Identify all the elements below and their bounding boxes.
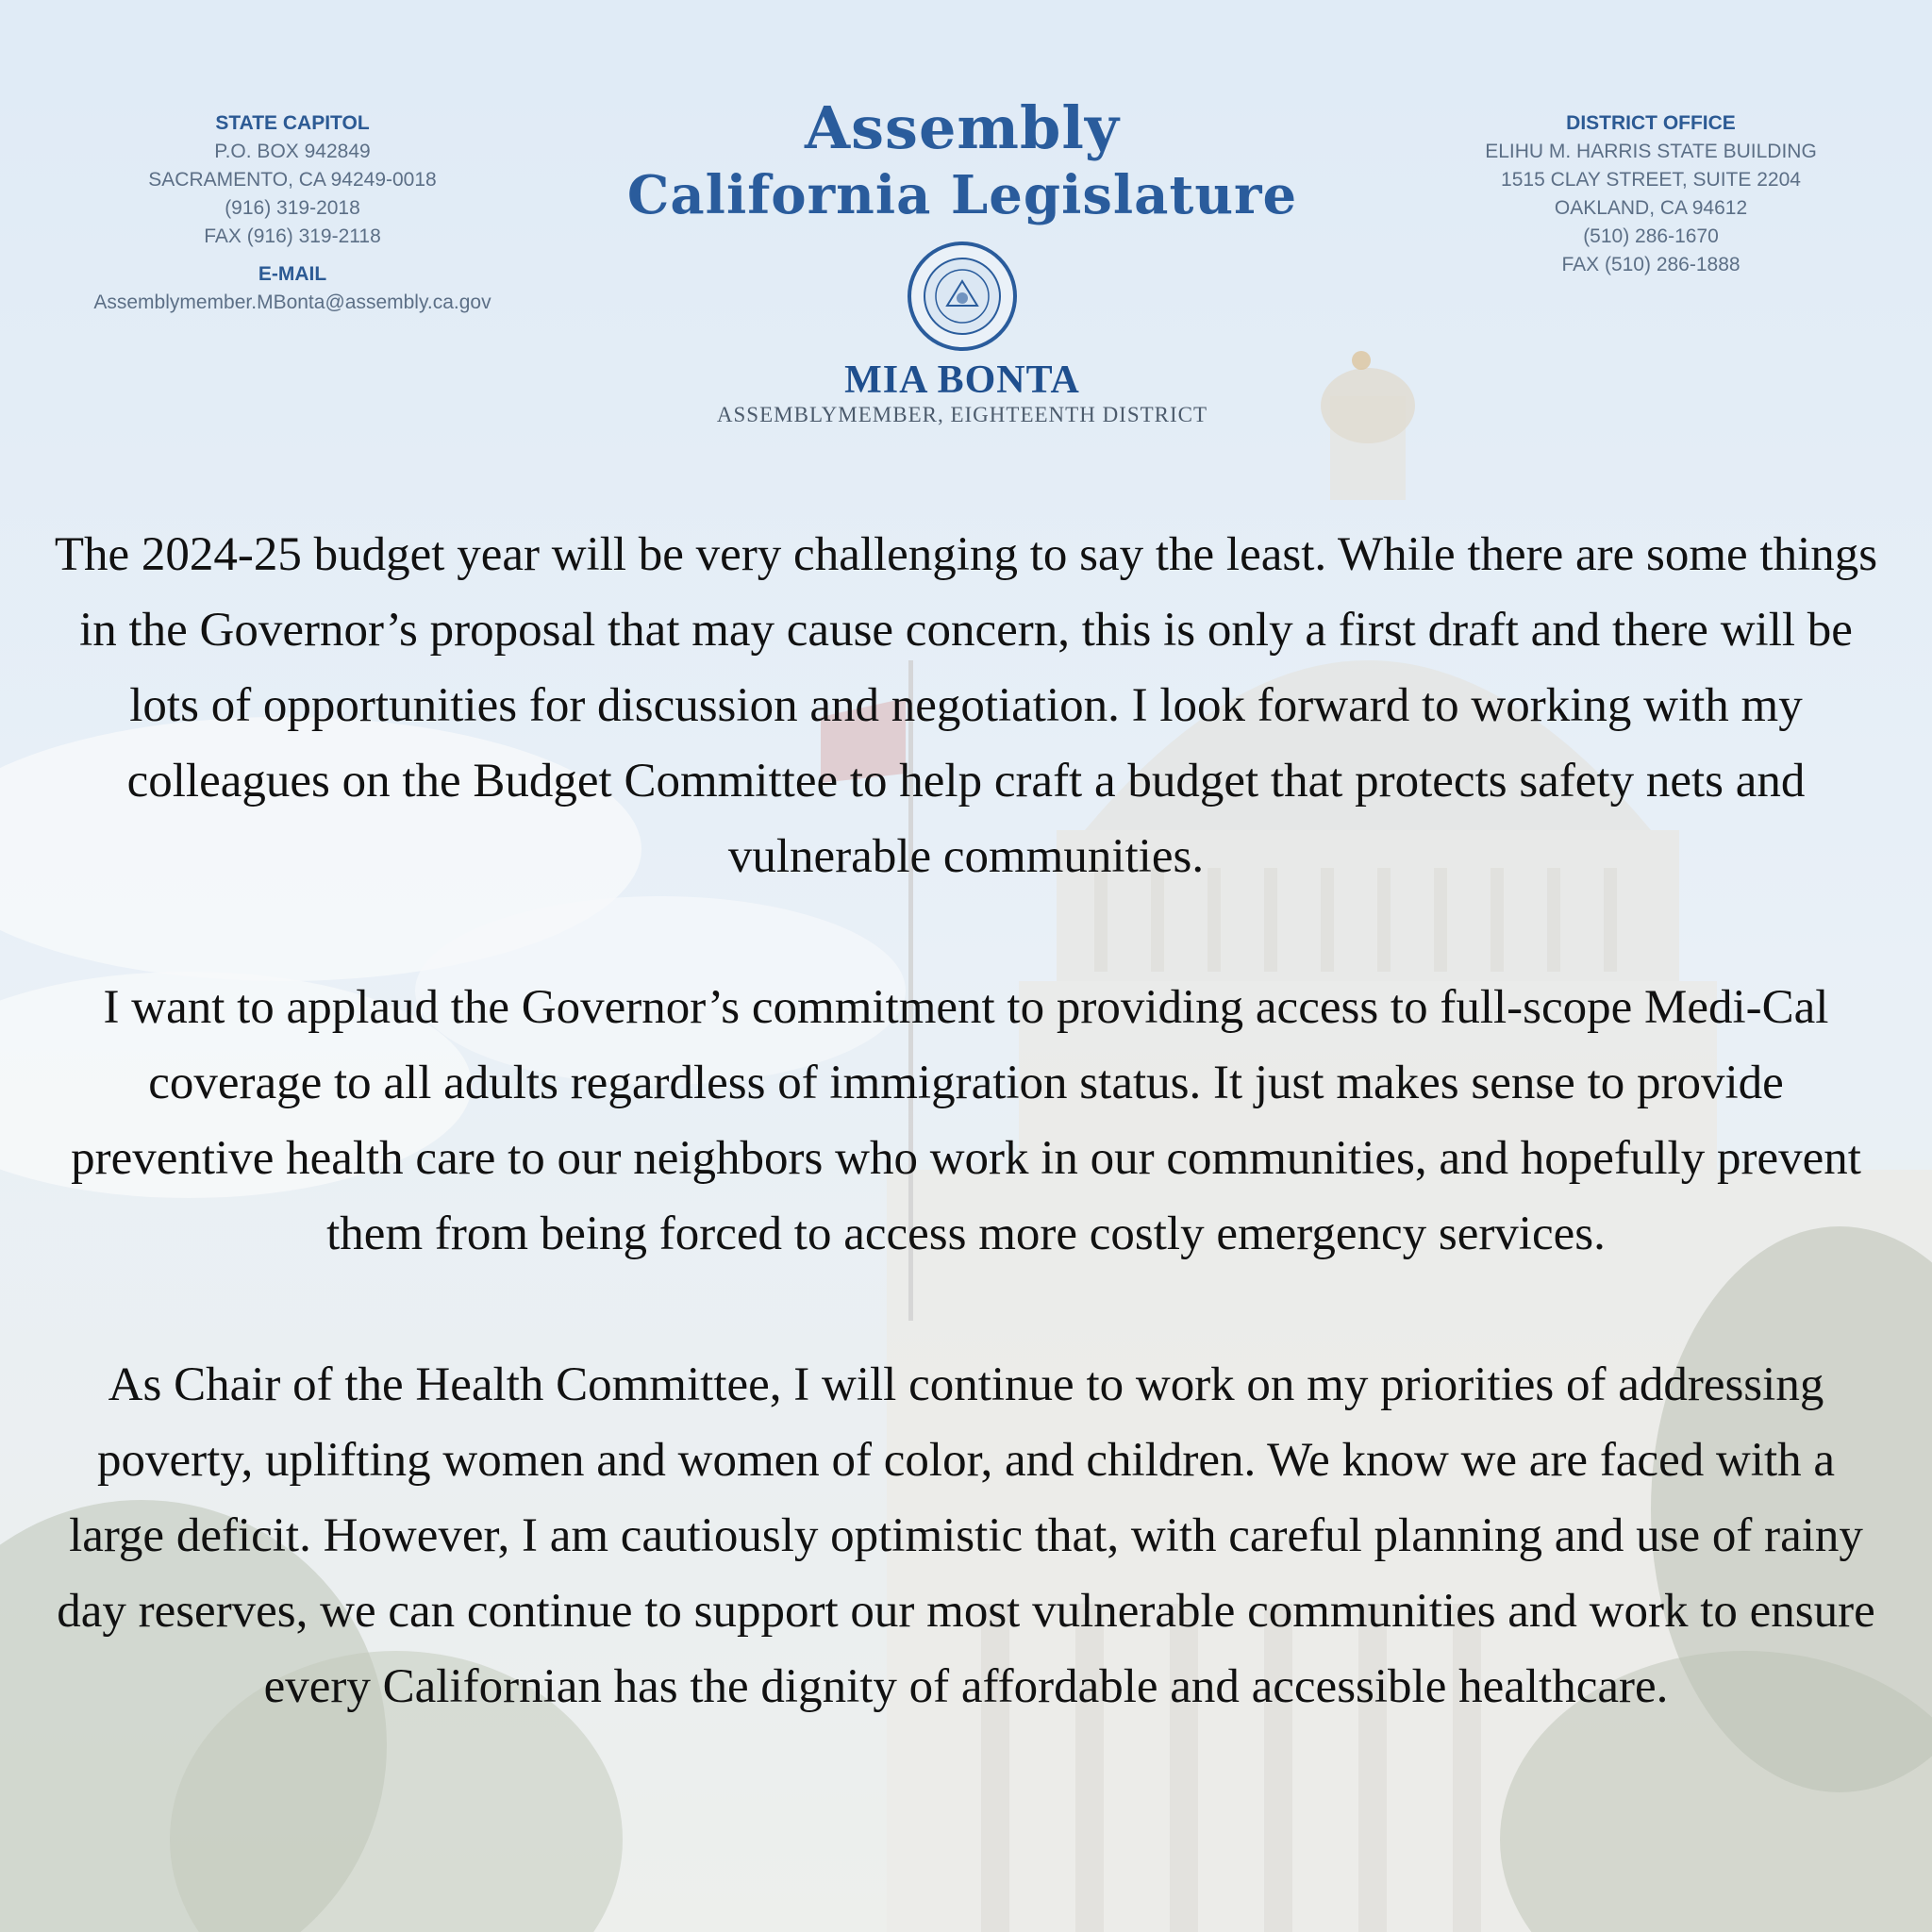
address-line: P.O. BOX 942849	[214, 141, 371, 162]
district-office-address	[1406, 109, 1896, 279]
paragraph-budget: The 2024-25 budget year will be very challenging to say the least. While there are some things in the Governor’s proposal that may cause concern, this is only a first draft and there will be lots of opportunities for discussion and negotiation. I look forward to working with my colleagues on the Budget Committee to help craft a budget that protects safety nets and vulnerable communities.	[54, 528, 1878, 883]
email-heading: E-MAIL	[258, 263, 327, 285]
district-office-heading: DISTRICT OFFICE	[1566, 112, 1736, 134]
member-title: ASSEMBLYMEMBER, EIGHTEENTH DISTRICT	[716, 403, 1208, 426]
address-line: SACRAMENTO, CA 94249-0018	[148, 169, 437, 191]
member-name: MIA BONTA	[844, 358, 1080, 402]
paragraph-health-committee: As Chair of the Health Committee, I will continue to work on my priorities of addressing poverty, uplifting women and women of color, and children. We know we are faced with a large deficit. However, I am cautiously optimistic that, with careful planning and use of rainy day reserves, we can continue to support our most vulnerable communities and work to ensure every Californian has the dignity of affordable and accessible healthcare.	[57, 1358, 1875, 1713]
assembly-title: Assembly	[805, 93, 1120, 162]
state-seal-icon	[906, 240, 1019, 353]
fax-line: FAX (510) 286-1888	[1561, 254, 1740, 275]
address-line: OAKLAND, CA 94612	[1554, 197, 1748, 219]
statement-body	[47, 517, 1885, 1800]
address-line: ELIHU M. HARRIS STATE BUILDING	[1485, 141, 1817, 162]
state-capitol-heading: STATE CAPITOL	[215, 112, 370, 134]
address-line: 1515 CLAY STREET, SUITE 2204	[1501, 169, 1801, 191]
state-capitol-address	[47, 109, 538, 317]
paragraph-medi-cal: I want to applaud the Governor’s commitment to providing access to full-scope Medi-Cal coverage to all adults regardless of immigration status. It just makes sense to provide preventive health care to our neighbors who work in our communities, and hopefully prevent them from being forced to access more costly emergency services.	[71, 981, 1861, 1260]
email-address: Assemblymember.MBonta@assembly.ca.gov	[93, 291, 491, 313]
legislature-title: California Legislature	[626, 164, 1298, 226]
phone-line: (510) 286-1670	[1583, 225, 1719, 247]
phone-line: (916) 319-2018	[225, 197, 360, 219]
fax-line: FAX (916) 319-2118	[204, 225, 381, 247]
letterhead-center	[604, 94, 1321, 428]
